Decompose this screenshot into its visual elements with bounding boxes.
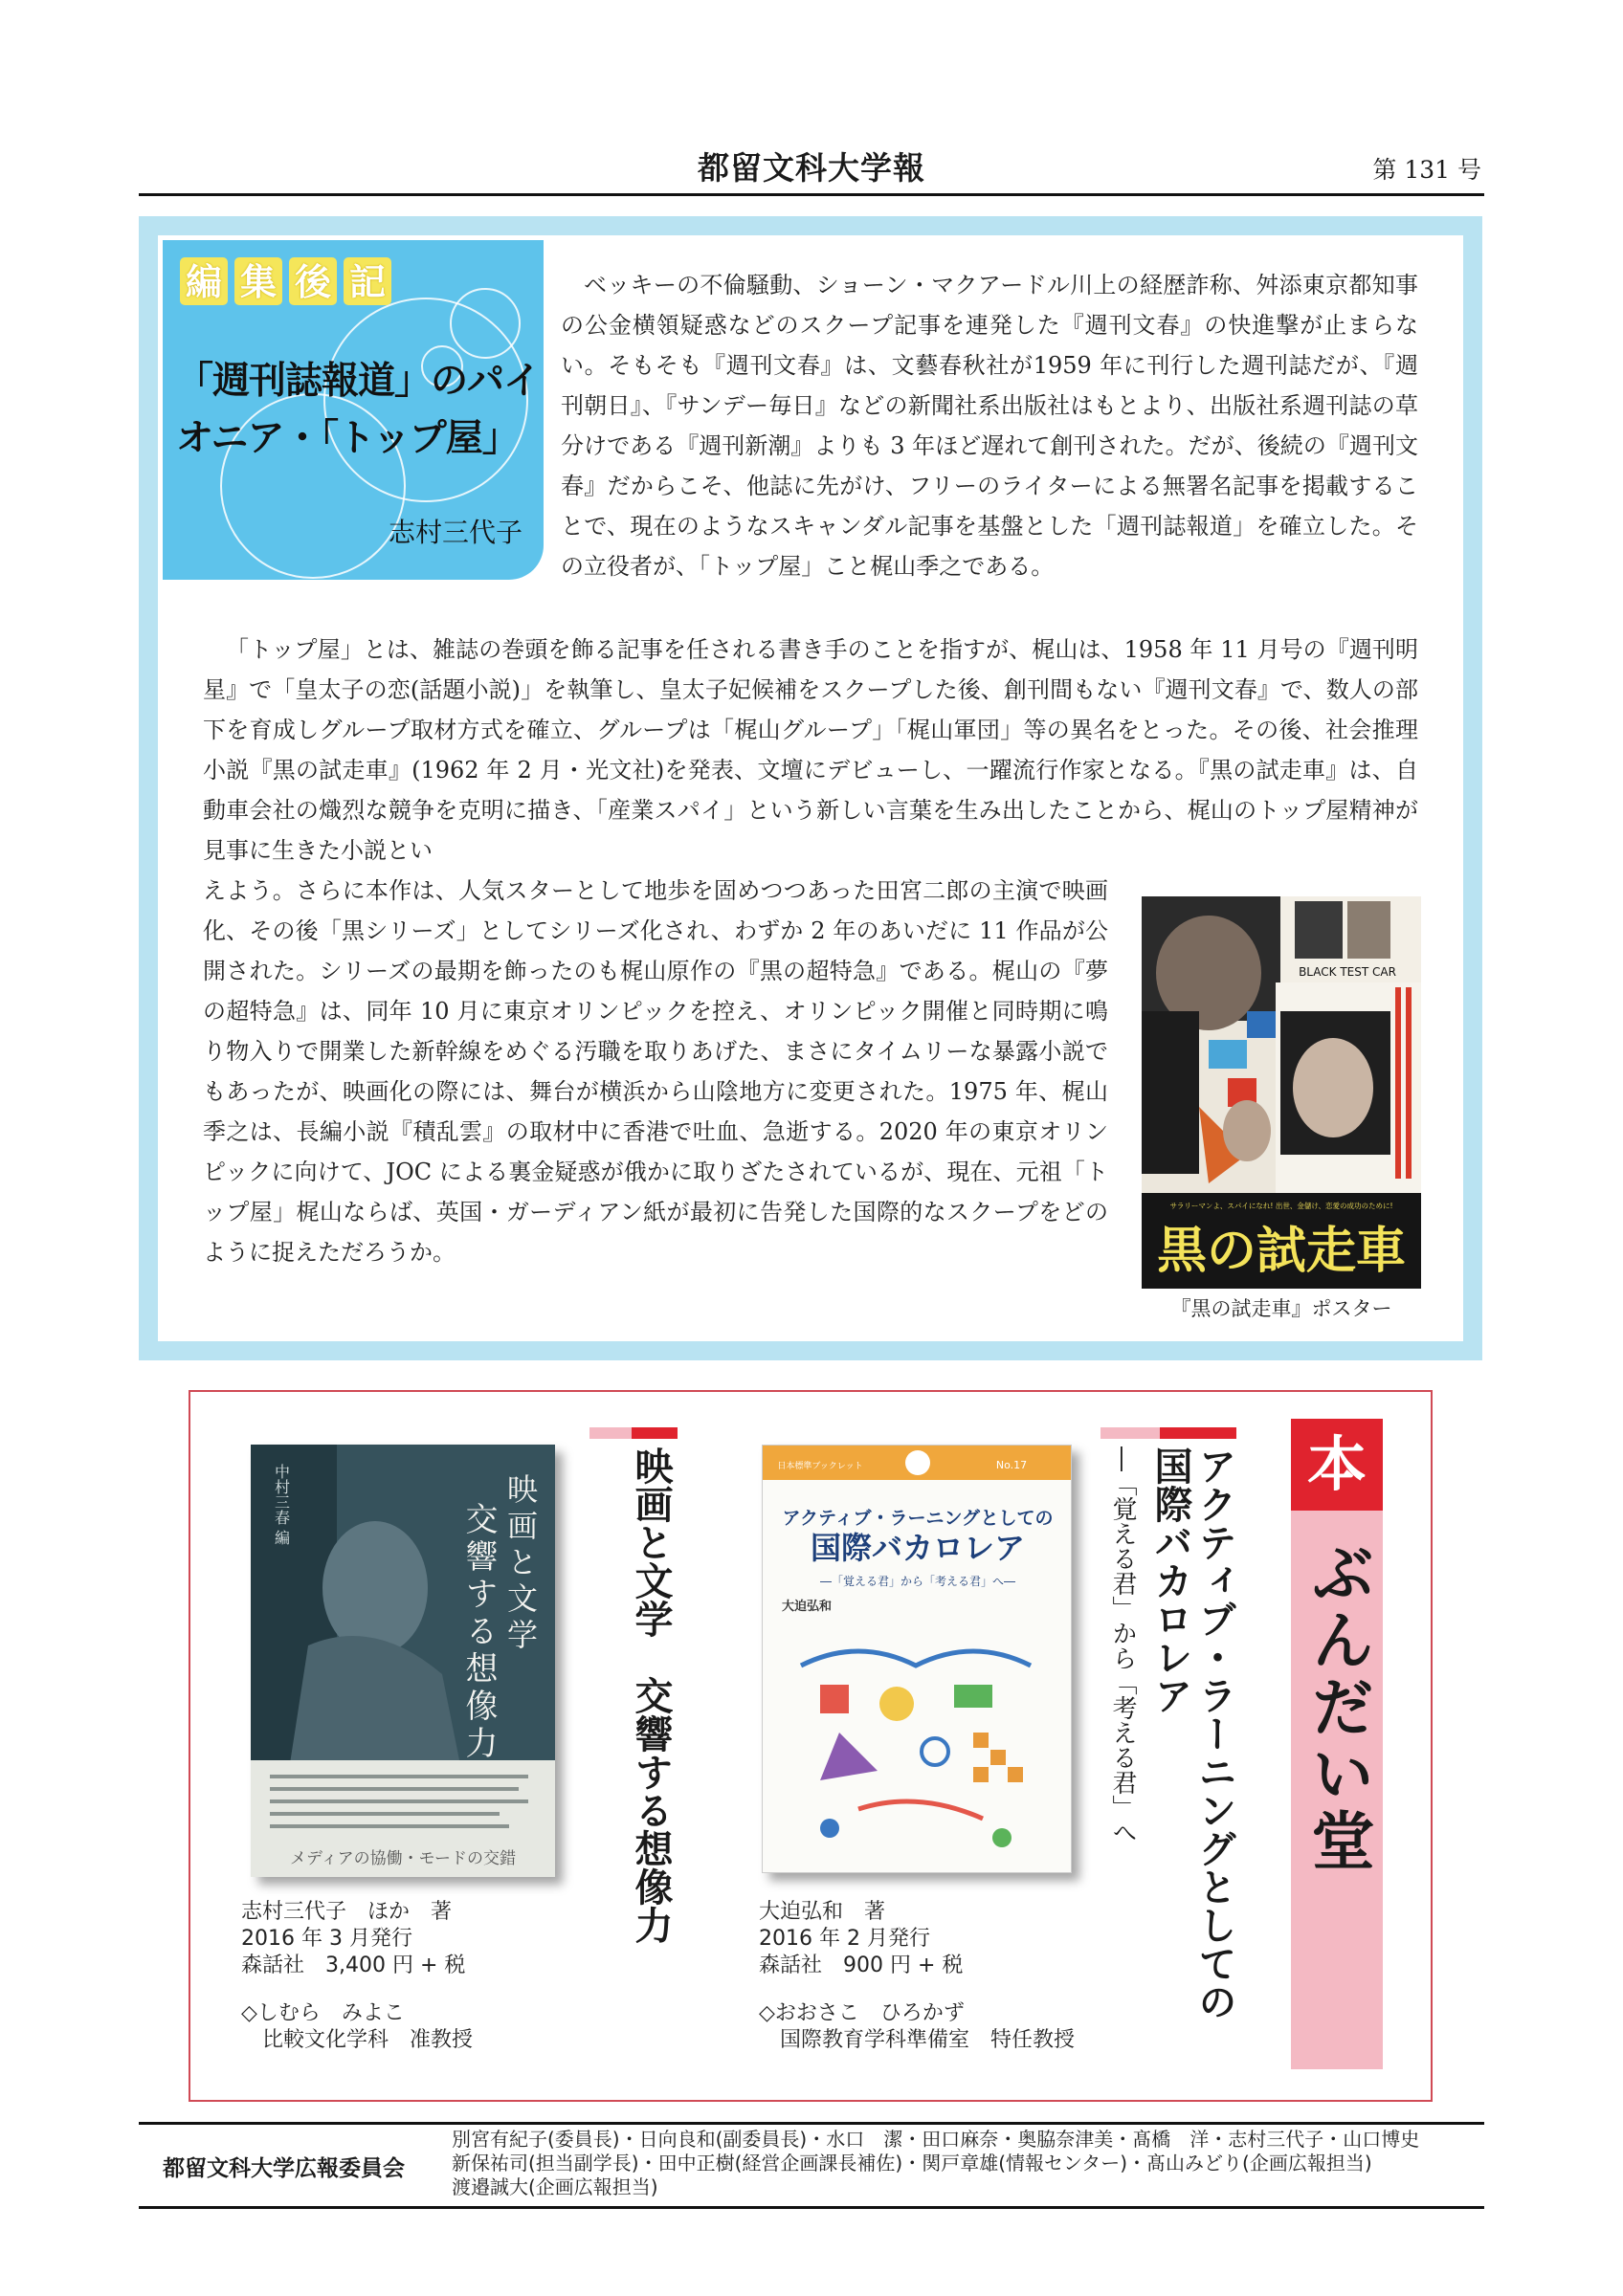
- book2-reviewer: ◇しむら みよこ: [241, 2001, 405, 2025]
- members-line: 新保祐司(担当副学長)・田中正樹(経営企画課長補佐)・関戸章雄(情報センター)・髙山みどり(企画広報担当): [452, 2152, 1372, 2175]
- book2-reviewer-title: 比較文化学科 准教授: [262, 2028, 474, 2052]
- issue-number: 第 131 号: [1372, 156, 1481, 184]
- editorial-heading: [176, 353, 540, 468]
- poster-caption: 『黒の試走車』ポスター: [1170, 1297, 1392, 1320]
- book1-cover-series: 日本標準ブックレット: [777, 1462, 863, 1471]
- book1-title-line: アクティブ・ラーニングとしての: [1192, 1446, 1236, 2020]
- book1-cover-title: アクティブ・ラーニングとしての: [782, 1508, 1054, 1529]
- book2-cover-band: メディアの協働・モードの交錯: [290, 1849, 516, 1868]
- book1-subtitle: ―「覚える君」から「考える君」へ: [1108, 1446, 1137, 1844]
- book2-title: 映画と文学 交響する想像力: [629, 1446, 673, 1944]
- title-accent-bar: [632, 1427, 678, 1439]
- book2-info: [241, 1899, 473, 2054]
- book2-publisher: 森話社 3,400 円 + 税: [241, 1954, 466, 1977]
- tag-char: 編: [180, 257, 228, 305]
- decorative-circle: [450, 288, 521, 359]
- footer-organization: 都留文科大学広報委員会: [163, 2156, 405, 2181]
- book2-cover-subtitle: 交響する想像力: [459, 1502, 498, 1763]
- book1-cover-author: 大迫弘和: [782, 1600, 833, 1614]
- book1-cover-no: No.17: [995, 1459, 1028, 1471]
- editorial-label: [163, 240, 544, 580]
- movie-poster: [1142, 896, 1421, 1289]
- book1-cover-art: [763, 1446, 1072, 1873]
- heading-line: 「週刊誌報道」のパイ: [176, 360, 541, 403]
- tag-char: 集: [234, 257, 282, 305]
- book2-cover: [251, 1445, 555, 1877]
- book1-publisher: 森話社 900 円 + 税: [759, 1954, 964, 1977]
- editorial-paragraph: 「トップ屋」とは、雑誌の巻頭を飾る記事を任される書き手のことを指すが、梶山は、1958 年 11 月号の『週刊明星』で「皇太子の恋(話題小説)」を執筆し、皇太子妃候補をスクープした後、創刊間もない『週刊文春』で、数人の部下を育成しグループ取材方式を確立、グループは「梶山グループ」「梶山軍団」等の異名をとった。その後、社会推理小説『黒の試走車』(1962 年 2 月・光文社)を発表、文壇にデビューし、一躍流行作家となる。『黒の試走車』は、自動車会社の熾烈な競争を克明に描き、「産業スパイ」という新しい言葉を生み出したことから、梶山のトップ屋精神が見事に生きた小説とい: [203, 636, 1418, 864]
- book1-info: [759, 1899, 1075, 2054]
- title-accent-bar: [1101, 1427, 1160, 1439]
- poster-big-title: 黒の試走車: [1156, 1223, 1407, 1280]
- book1-title: [1148, 1446, 1236, 2059]
- footer-rule: [139, 2206, 1484, 2209]
- book-badge: 本: [1291, 1419, 1383, 1511]
- book1-cover-subtitle: ―「覚える君」から「考える君」へ―: [819, 1575, 1016, 1588]
- book2-author: 志村三代子 ほか 著: [241, 1900, 453, 1924]
- tag-char: 記: [344, 257, 391, 305]
- heading-line: オニア・「トップ屋」: [176, 417, 519, 460]
- footer-members: [452, 2128, 1419, 2199]
- book1-cover: [762, 1445, 1072, 1873]
- book1-reviewer-title: 国際教育学科準備室 特任教授: [780, 2028, 1076, 2052]
- poster-en-title: BLACK TEST CAR: [1299, 965, 1396, 979]
- editorial-author: 志村三代子: [388, 517, 522, 548]
- title-accent-bar: [1160, 1427, 1236, 1439]
- editorial-paragraph: えよう。さらに本作は、人気スターとして地歩を固めつつあった田宮二郎の主演で映画化、その後「黒シリーズ」としてシリーズ化され、わずか 2 年のあいだに 11 作品が公開された。シリーズの最期を飾ったのも梶山原作の『黒の超特急』である。梶山の『夢の超特急』は、同年 10 月に東京オリンピックを控え、オリンピック開催と同時期に鳴り物入りで開業した新幹線をめぐる汚職を取りあげた、まさにタイムリーな暴露小説でもあったが、映画化の際には、舞台が横浜から山陰地方に変更された。1975 年、梶山季之は、長編小説『積乱雲』の取材中に香港で吐血、急逝する。2020 年の東京オリンピックに向けて、JOC による裏金疑惑が俄かに取りざたされているが、現在、元祖「トップ屋」梶山ならば、英国・ガーディアン紙が最初に告発した国際的なスクープをどのように捉えただろうか。: [203, 877, 1108, 1266]
- tag-char: 後: [289, 257, 337, 305]
- book2-date: 2016 年 3 月発行: [241, 1927, 412, 1951]
- book1-author: 大迫弘和 著: [759, 1900, 886, 1924]
- book1-date: 2016 年 2 月発行: [759, 1927, 930, 1951]
- book1-reviewer: ◇おおさこ ひろかず: [759, 2001, 965, 2025]
- book1-cover-title: 国際バカロレア: [810, 1530, 1026, 1566]
- title-accent-bar: [589, 1427, 632, 1439]
- editorial-paragraph: ベッキーの不倫騒動、ショーン・マクアードル川上の経歴詐称、舛添東京都知事の公金横領疑惑などのスクープ記事を連発した『週刊文春』の快進撃が止まらない。そもそも『週刊文春』は、文藝春秋社が1959 年に刊行した週刊誌だが、『週刊朝日』、『サンデー毎日』などの新聞社系出版社はもとより、出版社系週刊誌の草分けである『週刊新潮』よりも 3 年ほど遅れて創刊された。だが、後続の『週刊文春』だからこそ、他誌に先がけ、フリーのライターによる無署名記事を掲載することで、現在のようなスキャンダル記事を基盤とした「週刊誌報道」を確立した。その立役者が、「トップ屋」こと梶山季之である。: [561, 272, 1418, 580]
- book2-cover-editor: 中村三春 編: [272, 1464, 291, 1546]
- poster-tagline: サラリーマンよ、スパイになれ! 出世、金儲け、恋愛の成功のために!: [1169, 1202, 1393, 1210]
- poster-image: [1142, 896, 1421, 1289]
- members-line: 渡邉誠大(企画広報担当): [452, 2175, 658, 2198]
- newsletter-title: 都留文科大学報: [698, 149, 925, 187]
- book1-title-line: 国際バカロレア: [1148, 1446, 1192, 1714]
- editorial-tag: [180, 257, 391, 305]
- footer-rule: [139, 2122, 1484, 2125]
- book2-cover-art: [251, 1445, 555, 1877]
- members-line: 別宮有紀子(委員長)・日向良和(副委員長)・水口 潔・田口麻奈・奥脇奈津美・髙橋 洋・志村三代子・山口博史: [452, 2128, 1420, 2151]
- book2-cover-title: 映画と文学: [502, 1473, 539, 1655]
- header-rule: [139, 193, 1484, 196]
- section-title: ぶんだい堂: [1301, 1540, 1374, 1875]
